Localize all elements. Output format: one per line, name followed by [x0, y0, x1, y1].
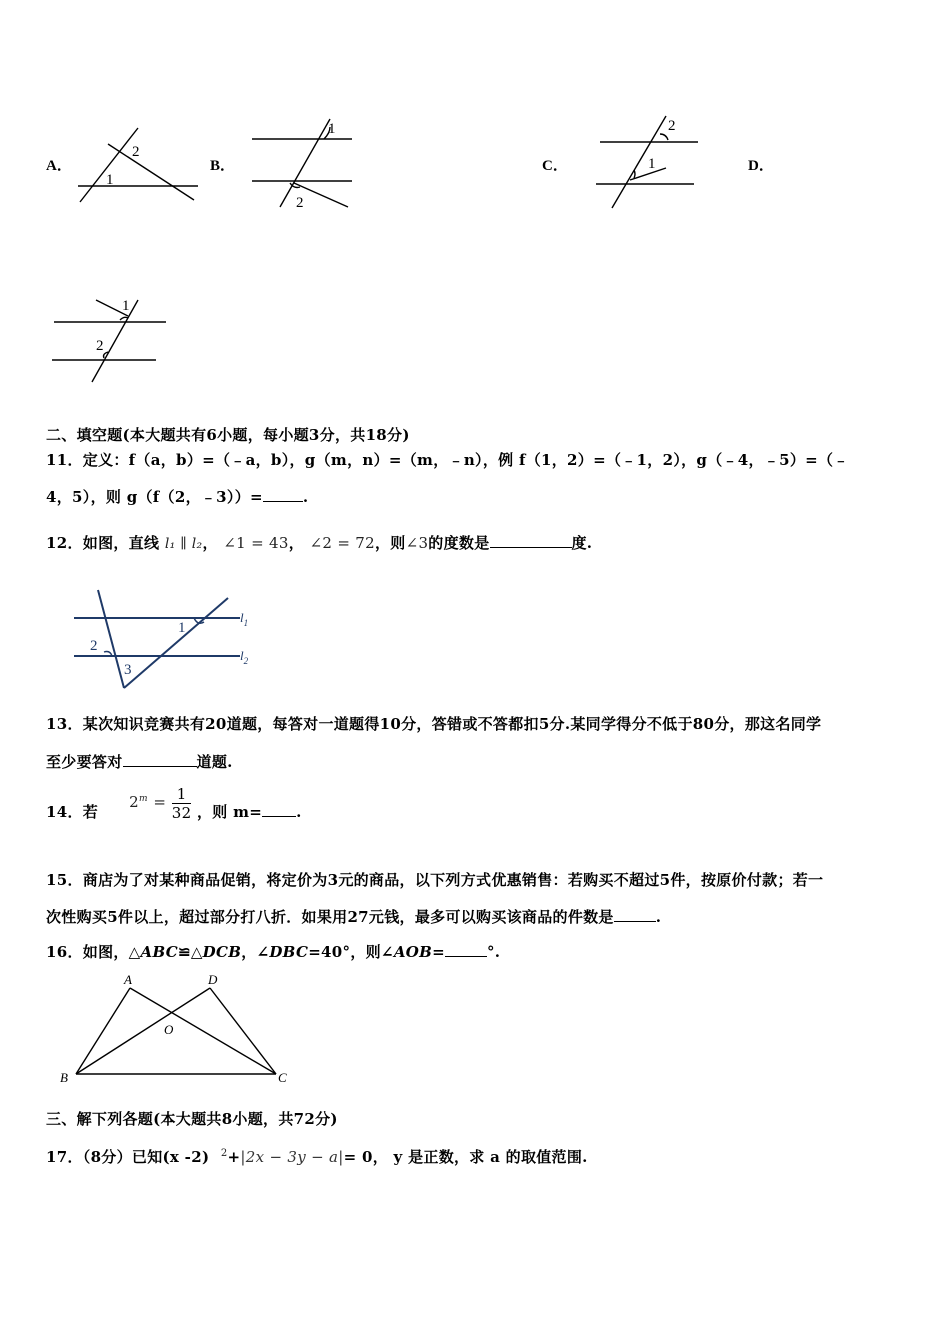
q16-segment-ab [76, 988, 130, 1074]
q12-label-l1: $l_1$ [240, 610, 249, 628]
option-c-arc-2 [660, 134, 668, 140]
option-b-angle-1: 1 [328, 121, 336, 137]
option-a-line-slant [108, 144, 194, 200]
question-13-text: 至少要答对 [46, 753, 123, 771]
q12-line-right [124, 598, 228, 688]
question-13-line-1: 13．某次知识竞赛共有20道题，每答对一道题得10分，答错或不答都扣5分.某同学得分不低于80分，那这名同学 [46, 715, 822, 733]
question-16-mid3: = [432, 943, 445, 961]
section-2-heading: 二、填空题(本大题共有6小题，每小题3分，共18分) [46, 426, 410, 444]
option-b-angle-2: 2 [296, 195, 304, 211]
question-16-dcb: DCB [202, 943, 242, 961]
option-a-line-transversal [80, 128, 138, 202]
question-16-cong: ≌△ [177, 943, 203, 961]
q16-label-d: D [208, 972, 218, 987]
option-c-arc-1 [634, 170, 635, 178]
option-a-figure [70, 122, 210, 212]
section-3-heading: 三、解下列各题(本大题共8小题，共72分) [46, 1110, 338, 1128]
question-16-figure [58, 970, 298, 1090]
option-a-angle-2: 2 [132, 144, 140, 160]
question-12-suffix: 的度数是 [428, 534, 490, 552]
question-15-text: 次性购买5件以上，超过部分打八折．如果用27元钱，最多可以购买该商品的件数是 [46, 908, 614, 926]
q12-angle-2: 2 [90, 638, 98, 654]
question-12 [46, 532, 592, 553]
option-d-label: D． [748, 158, 774, 174]
option-b-figure [250, 115, 360, 215]
question-12-parallel-lines: l₁ ∥ l₂ [164, 536, 203, 552]
question-17-absolute-value: |2x − 3y − a| [240, 1148, 344, 1166]
question-12-angle-1: ∠1 = 43 [223, 534, 289, 552]
question-11-period: . [302, 488, 309, 506]
question-13-line-2 [46, 751, 233, 772]
question-12-unit: 度. [571, 534, 593, 552]
q16-label-c: C [278, 1070, 287, 1085]
question-13-answer-blank[interactable] [123, 752, 197, 767]
question-14-suffix: ，则 m= [196, 803, 263, 821]
question-17 [46, 1146, 588, 1167]
question-16-suffix: °. [486, 943, 501, 961]
question-16-mid2: =40°，则∠ [308, 943, 394, 961]
q12-label-l2: $l_2$ [240, 648, 249, 666]
option-c-angle-1: 1 [648, 156, 656, 172]
option-b-label: B． [210, 158, 236, 174]
option-b-line-transversal [280, 119, 330, 207]
question-14-fraction: $\frac{1}{32}$ [171, 784, 192, 822]
q12-angle-3: 3 [124, 662, 132, 678]
option-c-angle-2: 2 [668, 118, 676, 134]
question-17-exponent: 2 [220, 1148, 228, 1159]
q16-segment-ac [130, 988, 276, 1074]
q16-label-b: B [60, 1070, 68, 1085]
q16-segment-db [76, 988, 210, 1074]
question-16-aob: AOB [393, 943, 433, 961]
option-d-angle-1: 1 [122, 298, 130, 314]
question-14-equals: = [153, 793, 167, 811]
question-17-paren: (x -2) [162, 1148, 210, 1166]
option-c-line-transversal [612, 116, 666, 208]
question-17-prefix: 17．（8分）已知 [46, 1148, 163, 1166]
question-12-answer-blank[interactable] [490, 533, 572, 548]
q16-label-o: O [164, 1022, 174, 1037]
question-16-abc: ABC [140, 943, 178, 961]
q16-segment-dc [210, 988, 276, 1074]
question-12-sep2: ， [288, 534, 305, 552]
question-17-suffix: = 0， y 是正数，求 a 的取值范围. [343, 1148, 588, 1166]
q16-label-a: A [124, 972, 132, 987]
question-15-line-1: 15．商店为了对某种商品促销，将定价为3元的商品，以下列方式优惠销售：若购买不超过5件，按原价付款；若一 [46, 871, 824, 889]
option-a-label: A． [46, 158, 72, 174]
question-11-answer-blank[interactable] [263, 487, 303, 502]
question-16-dbc: DBC [269, 943, 309, 961]
question-15-answer-blank[interactable] [614, 907, 656, 922]
option-c-figure [594, 112, 704, 212]
question-15-period: . [655, 908, 662, 926]
question-16-answer-blank[interactable] [445, 942, 487, 957]
question-14-base: 2$^m$ [129, 793, 148, 811]
question-15-line-2 [46, 906, 661, 927]
option-c-label: C． [542, 158, 568, 174]
question-12-sep1: ， [202, 534, 218, 552]
question-12-angle-3: ∠3 [405, 534, 429, 552]
option-a-angle-1: 1 [106, 172, 114, 188]
option-d-figure [50, 296, 170, 386]
option-d-angle-2: 2 [96, 338, 104, 354]
question-14-period: . [296, 803, 302, 821]
question-12-prefix: 12．如图，直线 [46, 534, 160, 552]
question-16 [46, 941, 500, 962]
q12-line-left [98, 590, 124, 688]
question-16-prefix: 16．如图，△ [46, 943, 141, 961]
question-13-unit: 道题. [196, 753, 233, 771]
question-14-prefix: 14．若 [46, 803, 99, 821]
question-17-plus: + [227, 1148, 241, 1166]
question-12-figure [68, 584, 268, 694]
question-12-angle-2: ∠2 = 72 [309, 534, 375, 552]
question-14-answer-blank[interactable] [262, 802, 296, 817]
question-11-line-1: 11．定义：f（a，b）=（﹣a，b），g（m，n）=（m，﹣n），例 f（1，2）=（﹣1，2），g（﹣4，﹣5）=（﹣ [46, 451, 849, 469]
question-11-line-2 [46, 486, 308, 507]
question-11-text: 4，5），则 g（f（2，﹣3））= [46, 488, 263, 506]
question-16-mid1: ，∠ [241, 943, 270, 961]
question-14 [46, 786, 302, 832]
q12-angle-1: 1 [178, 620, 186, 636]
question-12-mid: ，则 [374, 534, 406, 552]
